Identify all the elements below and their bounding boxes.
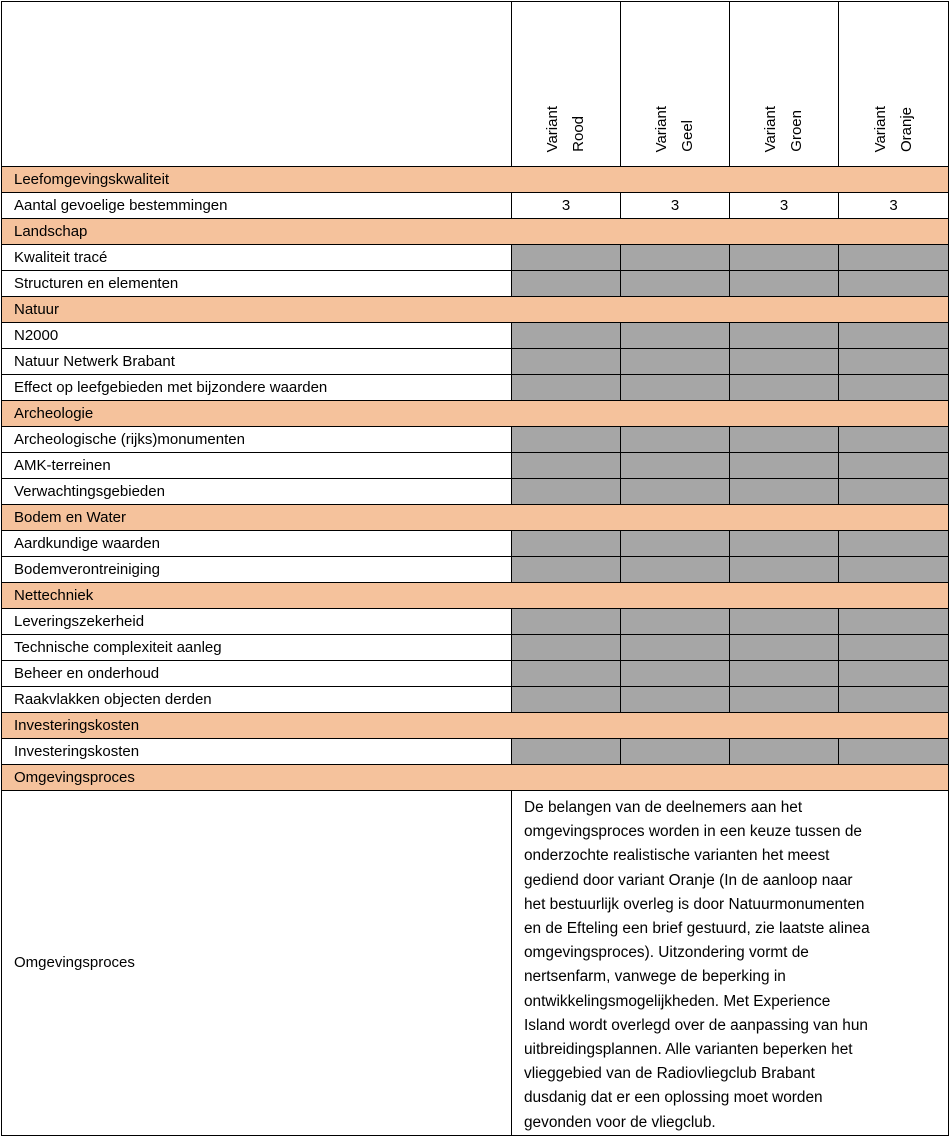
- criterion-row: [2, 557, 949, 583]
- shaded-cell: [839, 557, 949, 583]
- note-line: ontwikkelingsmogelijkheden. Met Experience: [524, 992, 831, 1010]
- variant-color: Groen: [788, 110, 805, 152]
- shaded-cell: [512, 687, 621, 713]
- shaded-cell: [730, 479, 839, 505]
- shaded-cell: [512, 245, 621, 271]
- section-row: [2, 219, 949, 245]
- note-line: gediend door variant Oranje (In de aanloop naar: [524, 871, 853, 889]
- note-line: nertsenfarm, vanwege de beperking in: [524, 968, 786, 986]
- shaded-cell: [621, 375, 730, 401]
- shaded-cell: [839, 479, 949, 505]
- section-fill-cell: [512, 297, 621, 323]
- section-fill-cell: [621, 401, 730, 427]
- shaded-cell: [839, 661, 949, 687]
- section-row: [2, 505, 949, 531]
- shaded-cell: [621, 687, 730, 713]
- shaded-cell: [621, 609, 730, 635]
- shaded-cell: [621, 245, 730, 271]
- section-fill-cell: [730, 167, 839, 193]
- header-row: [2, 2, 949, 167]
- section-fill-cell: [839, 219, 949, 245]
- section-fill-cell: [839, 713, 949, 739]
- shaded-cell: [730, 531, 839, 557]
- variant-word: Variant: [544, 105, 561, 152]
- criterion-row: [2, 739, 949, 765]
- section-fill-cell: [730, 219, 839, 245]
- shaded-cell: [730, 557, 839, 583]
- variant-header-label: [512, 106, 620, 152]
- shaded-cell: [621, 479, 730, 505]
- note-line: Island wordt overlegd over de aanpassing van hun: [524, 1016, 868, 1034]
- section-fill-cell: [839, 167, 949, 193]
- criterion-label: Kwaliteit tracé: [2, 245, 512, 271]
- shaded-cell: [730, 609, 839, 635]
- note-line: vlieggebied van de Radiovliegclub Brabant: [524, 1065, 815, 1083]
- criterion-label: Aardkundige waarden: [2, 531, 512, 557]
- shaded-cell: [621, 323, 730, 349]
- section-fill-cell: [512, 505, 621, 531]
- criterion-row: [2, 479, 949, 505]
- shaded-cell: [839, 609, 949, 635]
- shaded-cell: [839, 531, 949, 557]
- criterion-row: [2, 427, 949, 453]
- shaded-cell: [621, 635, 730, 661]
- criterion-row: [2, 193, 949, 219]
- shaded-cell: [839, 687, 949, 713]
- section-row: [2, 297, 949, 323]
- criterion-label: Verwachtingsgebieden: [2, 479, 512, 505]
- criterion-row: [2, 349, 949, 375]
- shaded-cell: [512, 323, 621, 349]
- shaded-cell: [730, 271, 839, 297]
- shaded-cell: [730, 687, 839, 713]
- shaded-cell: [839, 635, 949, 661]
- criterion-row: [2, 531, 949, 557]
- variant-word: Variant: [871, 105, 889, 152]
- shaded-cell: [730, 245, 839, 271]
- note-line: omgevingsproces). Uitzondering vormt de: [524, 944, 809, 962]
- section-fill-cell: [730, 765, 839, 791]
- note-line: het bestuurlijk overleg is door Natuurmonumenten: [524, 895, 865, 913]
- criterion-row: [2, 635, 949, 661]
- note-line: omgevingsproces worden in een keuze tussen de: [524, 823, 862, 841]
- note-text: [512, 791, 949, 1136]
- criterion-label: Technische complexiteit aanleg: [2, 635, 512, 661]
- section-label: Omgevingsproces: [2, 765, 512, 791]
- score-cell: 3: [621, 193, 730, 219]
- criterion-row: [2, 323, 949, 349]
- criterion-label: Structuren en elementen: [2, 271, 512, 297]
- criterion-row: [2, 453, 949, 479]
- section-fill-cell: [839, 401, 949, 427]
- section-fill-cell: [512, 167, 621, 193]
- variant-header: [839, 2, 949, 167]
- section-row: [2, 401, 949, 427]
- shaded-cell: [512, 661, 621, 687]
- criterion-label: Raakvlakken objecten derden: [2, 687, 512, 713]
- section-fill-cell: [730, 505, 839, 531]
- note-label: Omgevingsproces: [2, 791, 512, 1136]
- shaded-cell: [512, 375, 621, 401]
- shaded-cell: [839, 427, 949, 453]
- shaded-cell: [621, 427, 730, 453]
- variant-color: Rood: [570, 116, 587, 152]
- variant-word: Variant: [653, 105, 670, 152]
- shaded-cell: [839, 323, 949, 349]
- shaded-cell: [839, 271, 949, 297]
- section-fill-cell: [512, 583, 621, 609]
- section-label: Investeringskosten: [2, 713, 512, 739]
- shaded-cell: [621, 661, 730, 687]
- section-fill-cell: [621, 583, 730, 609]
- section-fill-cell: [839, 505, 949, 531]
- shaded-cell: [621, 531, 730, 557]
- criterion-row: [2, 245, 949, 271]
- criterion-label: N2000: [2, 323, 512, 349]
- variant-header-label: [730, 106, 838, 152]
- assessment-table: [1, 1, 949, 1136]
- section-fill-cell: [512, 401, 621, 427]
- section-fill-cell: [621, 297, 730, 323]
- shaded-cell: [512, 271, 621, 297]
- criterion-row: [2, 687, 949, 713]
- criterion-label: Archeologische (rijks)monumenten: [2, 427, 512, 453]
- section-fill-cell: [730, 713, 839, 739]
- shaded-cell: [621, 349, 730, 375]
- shaded-cell: [730, 427, 839, 453]
- section-fill-cell: [730, 583, 839, 609]
- criterion-label: Bodemverontreiniging: [2, 557, 512, 583]
- shaded-cell: [730, 739, 839, 765]
- shaded-cell: [512, 635, 621, 661]
- section-row: [2, 765, 949, 791]
- criterion-label: Beheer en onderhoud: [2, 661, 512, 687]
- shaded-cell: [730, 375, 839, 401]
- variant-word: Variant: [762, 105, 779, 152]
- criterion-row: [2, 661, 949, 687]
- section-fill-cell: [621, 219, 730, 245]
- shaded-cell: [512, 739, 621, 765]
- score-cell: 3: [512, 193, 621, 219]
- variant-color: Geel: [679, 120, 696, 152]
- section-label: Bodem en Water: [2, 505, 512, 531]
- section-fill-cell: [839, 583, 949, 609]
- section-fill-cell: [839, 765, 949, 791]
- section-row: [2, 167, 949, 193]
- criterion-label: Investeringskosten: [2, 739, 512, 765]
- table-body: [2, 2, 949, 1136]
- shaded-cell: [621, 739, 730, 765]
- shaded-cell: [512, 427, 621, 453]
- shaded-cell: [839, 739, 949, 765]
- variant-color: Oranje: [897, 106, 915, 152]
- shaded-cell: [839, 245, 949, 271]
- criterion-label: Effect op leefgebieden met bijzondere waarden: [2, 375, 512, 401]
- shaded-cell: [512, 531, 621, 557]
- shaded-cell: [839, 453, 949, 479]
- shaded-cell: [512, 609, 621, 635]
- header-corner-cell: [2, 2, 512, 167]
- section-fill-cell: [512, 765, 621, 791]
- criterion-label: Leveringszekerheid: [2, 609, 512, 635]
- variant-header-label: [839, 106, 948, 152]
- criterion-row: [2, 271, 949, 297]
- shaded-cell: [730, 453, 839, 479]
- note-line: dusdanig dat er een oplossing moet worden: [524, 1089, 823, 1107]
- section-label: Landschap: [2, 219, 512, 245]
- note-line: De belangen van de deelnemers aan het: [524, 799, 803, 816]
- shaded-cell: [512, 479, 621, 505]
- note-line: uitbreidingsplannen. Alle varianten beperken het: [524, 1041, 853, 1059]
- shaded-cell: [839, 349, 949, 375]
- shaded-cell: [621, 453, 730, 479]
- section-fill-cell: [512, 219, 621, 245]
- shaded-cell: [839, 375, 949, 401]
- section-fill-cell: [839, 297, 949, 323]
- criterion-row: [2, 375, 949, 401]
- section-fill-cell: [621, 765, 730, 791]
- shaded-cell: [730, 349, 839, 375]
- section-fill-cell: [621, 167, 730, 193]
- shaded-cell: [621, 271, 730, 297]
- score-cell: 3: [839, 193, 949, 219]
- section-fill-cell: [512, 713, 621, 739]
- shaded-cell: [512, 453, 621, 479]
- note-line: en de Efteling een brief gestuurd, zie laatste alinea: [524, 920, 870, 938]
- note-line: gevonden voor de vliegclub.: [524, 1113, 716, 1131]
- section-label: Leefomgevingskwaliteit: [2, 167, 512, 193]
- shaded-cell: [730, 323, 839, 349]
- section-fill-cell: [730, 297, 839, 323]
- section-label: Natuur: [2, 297, 512, 323]
- section-row: [2, 583, 949, 609]
- section-fill-cell: [730, 401, 839, 427]
- variant-header: [621, 2, 730, 167]
- section-row: [2, 713, 949, 739]
- criterion-label: Natuur Netwerk Brabant: [2, 349, 512, 375]
- shaded-cell: [512, 349, 621, 375]
- shaded-cell: [730, 635, 839, 661]
- note-row: [2, 791, 949, 1136]
- note-line: onderzochte realistische varianten het meest: [524, 847, 830, 865]
- score-cell: 3: [730, 193, 839, 219]
- variant-header: [730, 2, 839, 167]
- shaded-cell: [621, 557, 730, 583]
- section-fill-cell: [621, 505, 730, 531]
- criterion-label: Aantal gevoelige bestemmingen: [2, 193, 512, 219]
- criterion-label: AMK-terreinen: [2, 453, 512, 479]
- criterion-row: [2, 609, 949, 635]
- section-label: Archeologie: [2, 401, 512, 427]
- variant-header: [512, 2, 621, 167]
- section-label: Nettechniek: [2, 583, 512, 609]
- shaded-cell: [512, 557, 621, 583]
- section-fill-cell: [621, 713, 730, 739]
- variant-header-label: [621, 106, 729, 152]
- shaded-cell: [730, 661, 839, 687]
